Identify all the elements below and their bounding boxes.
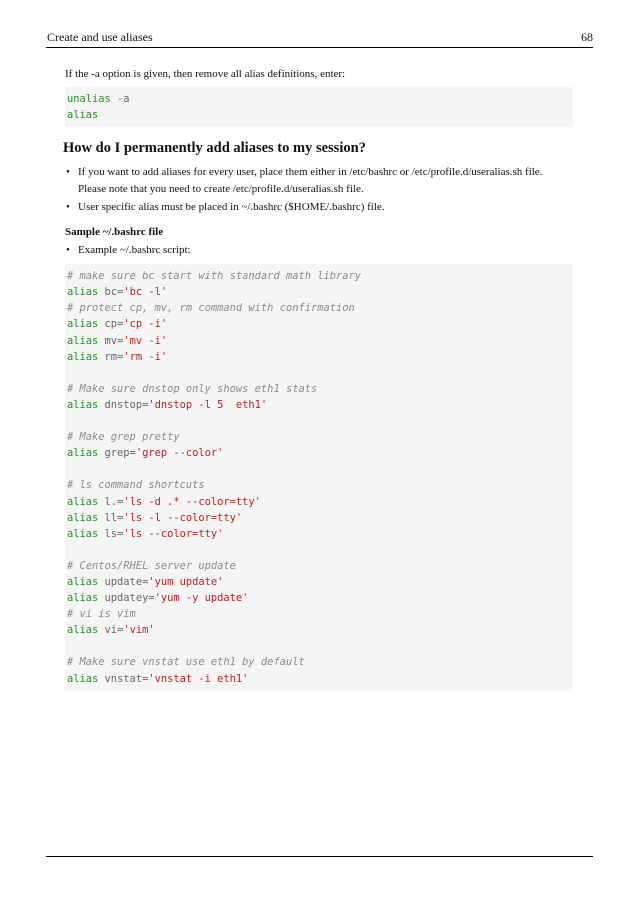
code-line: [67, 606, 571, 622]
subsection-heading: Sample ~/.bashrc file: [65, 225, 164, 238]
code-token: updatey=: [98, 592, 155, 605]
code-line: [67, 622, 571, 638]
code-line: [67, 333, 571, 349]
page-header: [47, 30, 593, 46]
code-token: # Make sure vnstat use eth1 by default: [67, 656, 305, 669]
code-token: # Centos/RHEL server update: [67, 559, 236, 572]
code-line: [67, 381, 571, 397]
code-token: l.=: [98, 495, 124, 508]
code-token: 'yum -y update': [154, 592, 249, 605]
code-token: alias: [67, 109, 99, 122]
bullet-icon: •: [66, 243, 70, 256]
bullet-icon: •: [66, 166, 70, 179]
code-token: rm=: [98, 350, 124, 363]
code-token: alias: [67, 318, 99, 331]
list-item: [65, 164, 573, 197]
code-line: [67, 638, 571, 654]
section-heading: How do I permanently add aliases to my session?: [63, 140, 366, 157]
code-token: # protect cp, mv, rm command with confirmation: [67, 302, 355, 315]
code-token: 'ls -d .* --color=tty': [123, 495, 261, 508]
code-token: 'grep --color': [135, 447, 224, 460]
code-token: bc=: [98, 286, 124, 299]
code-token: # ls command shortcuts: [67, 479, 205, 492]
list-item: [65, 199, 573, 216]
code-token: alias: [67, 527, 99, 540]
code-line: [67, 429, 571, 445]
code-token: 'bc -l': [123, 286, 168, 299]
code-token: 'dnstop -l 5 eth1': [148, 398, 268, 411]
code-token: 'cp -i': [123, 318, 168, 331]
code-line: [67, 654, 571, 670]
code-line: [67, 574, 571, 590]
code-line: [67, 413, 571, 429]
code-token: # Make grep pretty: [67, 431, 180, 444]
code-line: [67, 349, 571, 365]
code-token: alias: [67, 672, 99, 685]
code-line: [67, 494, 571, 510]
code-token: alias: [67, 495, 99, 508]
footer-rule: [46, 856, 593, 857]
page-number: 68: [581, 30, 593, 44]
code-token: 'yum update': [148, 575, 224, 588]
list-item-text: User specific alias must be placed in ~/.bashrc ($HOME/.bashrc) file.: [78, 201, 385, 214]
list-item: [65, 242, 573, 259]
code-token: unalias: [67, 93, 111, 105]
code-block-unalias: [65, 87, 573, 127]
code-token: 'rm -i': [123, 350, 168, 363]
code-token: ll=: [98, 511, 124, 524]
code-token: grep=: [98, 447, 136, 460]
code-token: alias: [67, 447, 99, 460]
code-line: [67, 107, 571, 123]
code-line: [67, 526, 571, 542]
code-line: [67, 284, 571, 300]
code-line: [67, 510, 571, 526]
code-token: alias: [67, 350, 99, 363]
code-token: # Make sure dnstop only shows eth1 stats: [67, 382, 318, 395]
code-token: # vi is vim: [67, 608, 136, 621]
example-list: [65, 242, 573, 259]
code-token: dnstop=: [98, 398, 149, 411]
code-line: [67, 671, 571, 687]
code-token: alias: [67, 511, 99, 524]
bullet-icon: •: [66, 201, 70, 214]
code-token: vnstat=: [98, 672, 149, 685]
code-line: [67, 445, 571, 461]
code-token: alias: [67, 624, 99, 637]
code-line: [67, 590, 571, 606]
code-line: [67, 477, 571, 493]
code-token: mv=: [98, 334, 124, 347]
code-token: alias: [67, 286, 99, 299]
bullet-list: [65, 164, 573, 216]
code-line: [67, 542, 571, 558]
code-token: update=: [98, 575, 149, 588]
header-rule: [46, 47, 593, 48]
code-line: [67, 397, 571, 413]
code-line: [67, 365, 571, 381]
code-token: 'ls --color=tty': [123, 527, 224, 540]
code-line: [67, 558, 571, 574]
code-line: [67, 461, 571, 477]
code-line: [67, 268, 571, 284]
code-token: ls=: [98, 527, 124, 540]
running-title: Create and use aliases: [47, 30, 153, 44]
code-token: alias: [67, 334, 99, 347]
code-token: # make sure bc start with standard math library: [67, 270, 362, 283]
code-token: -a: [110, 93, 130, 105]
code-token: alias: [67, 592, 99, 605]
code-line: [67, 91, 571, 107]
code-token: alias: [67, 398, 99, 411]
page-content: [65, 67, 573, 691]
code-token: 'vnstat -i eth1': [148, 672, 249, 685]
code-block-bashrc: [65, 264, 573, 690]
code-token: 'vim': [123, 624, 155, 637]
intro-paragraph: If the -a option is given, then remove all alias definitions, enter:: [65, 68, 346, 80]
code-line: [67, 316, 571, 332]
code-token: 'mv -i': [123, 334, 168, 347]
code-line: [67, 300, 571, 316]
code-token: cp=: [98, 318, 124, 331]
code-token: 'ls -l --color=tty': [123, 511, 243, 524]
code-token: vi=: [98, 624, 124, 637]
list-item-text: Example ~/.bashrc script:: [78, 243, 191, 256]
list-item-text: If you want to add aliases for every user, place them either in /etc/bashrc or /etc/profile.d/useralias.sh file. Please note that you need to create /etc/profile.d/useralias.sh file.: [78, 166, 543, 195]
code-token: alias: [67, 575, 99, 588]
